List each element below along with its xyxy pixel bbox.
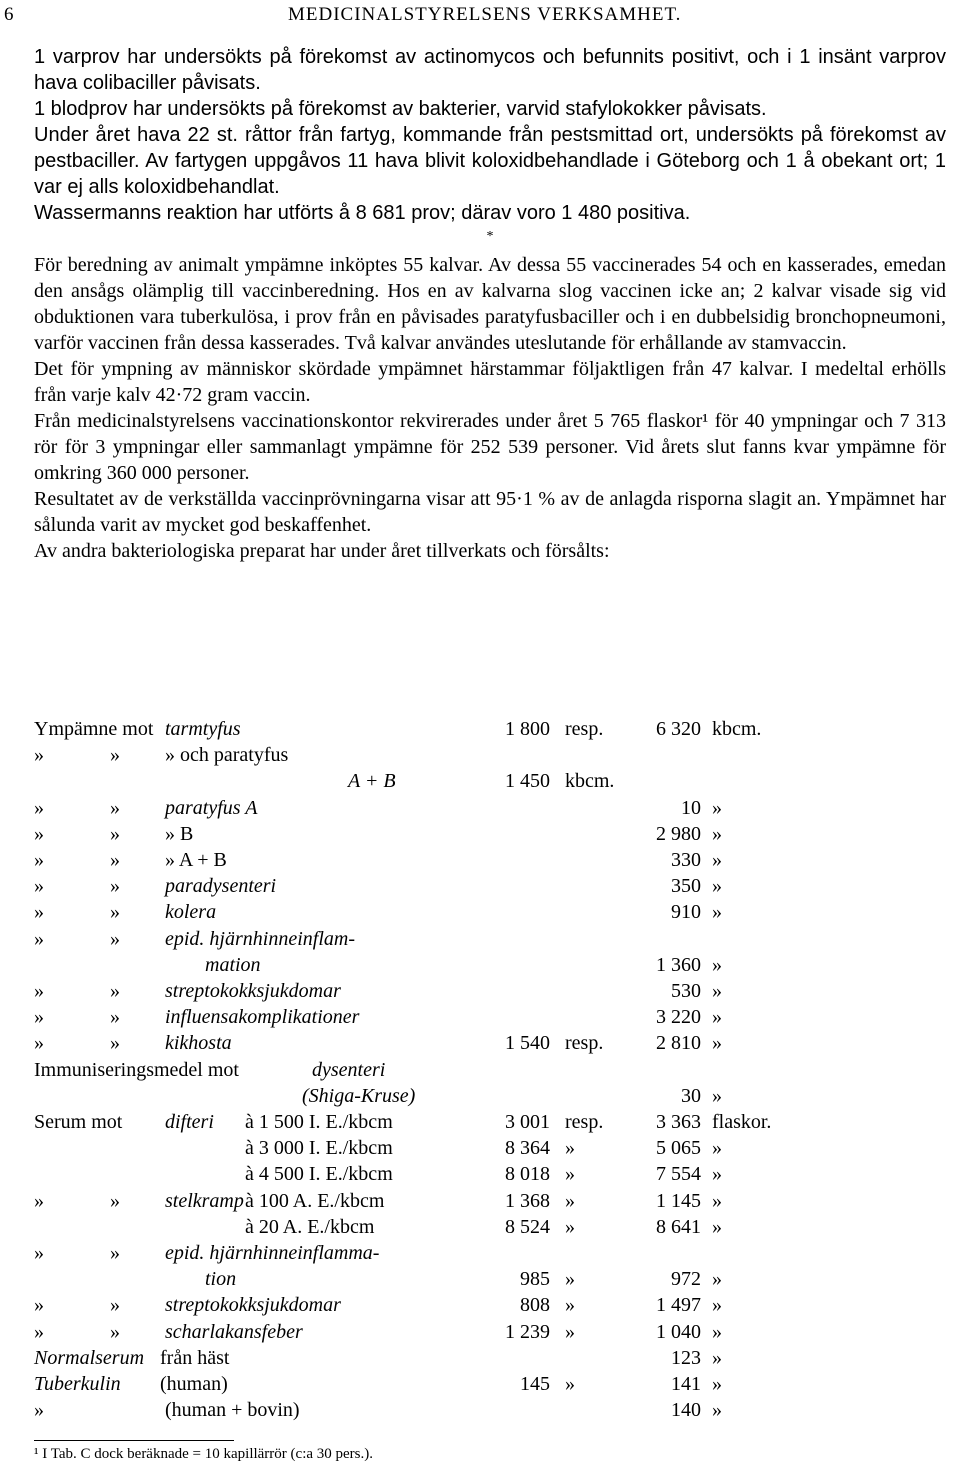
table-cell: 30 (681, 1084, 701, 1107)
table-cell: » (34, 901, 44, 924)
table-cell: 7 554 (656, 1163, 701, 1186)
footnote-rule (34, 1440, 234, 1441)
table-cell: » (712, 953, 722, 976)
table-cell: 910 (671, 901, 701, 924)
table-cell: 8 641 (656, 1215, 701, 1238)
table-cell: » (110, 1006, 120, 1029)
table-cell: » (712, 1346, 722, 1369)
separator-mark: * (486, 229, 494, 244)
table-cell: epid. hjärnhinneinflamma- (165, 1242, 380, 1264)
table-cell: » (565, 1189, 575, 1212)
table-cell: 1 145 (656, 1189, 701, 1212)
table-cell: 1 040 (656, 1320, 701, 1343)
table-cell: (human + bovin) (165, 1399, 300, 1422)
table-cell: resp. (565, 1111, 604, 1133)
table-cell: » (34, 927, 44, 950)
table-cell: 8 364 (505, 1137, 550, 1160)
table-row (0, 1321, 960, 1347)
table-cell: 141 (671, 1373, 701, 1395)
table-cell: 972 (671, 1268, 701, 1291)
table-cell: » (34, 1399, 44, 1422)
table-cell: från häst (160, 1346, 230, 1369)
table-cell: » (34, 1032, 44, 1055)
paragraph: 1 varprov har undersökts på förekomst av actinomycos och befunnits positivt, och i 1 insänt varprov hava colibaciller påvisats. (34, 46, 946, 94)
table-cell: » (110, 744, 120, 767)
table-row (0, 928, 960, 954)
table-cell: » (712, 901, 722, 924)
table-cell: » (712, 980, 722, 1002)
table-cell: A + B (348, 770, 396, 793)
table-cell: Normalserum (34, 1346, 145, 1369)
table-row (0, 1111, 960, 1137)
paragraph: Från medicinalstyrelsens vaccinationskontor rekvirerades under året 5 765 flaskor¹ för 40 ympningar och 7 313 rör för 3 ympningar eller sammanlagt ympämne för 252 539 personer. Vid årets slut fanns kvar ympämne för omkring 360 000 personer. (34, 410, 946, 484)
table-cell: 1 450 (505, 770, 550, 793)
table-cell: » (565, 1215, 575, 1238)
table-cell: » (34, 849, 44, 871)
table-cell: » (565, 1268, 575, 1291)
table-cell: » (34, 796, 44, 819)
table-cell: » A + B (165, 849, 227, 871)
table-cell: 1 239 (505, 1320, 550, 1343)
table-cell: » (110, 1320, 120, 1343)
table-cell: tion (205, 1268, 237, 1291)
table-cell: à 100 A. E./kbcm (245, 1189, 385, 1212)
table-cell: » (34, 980, 44, 1002)
table-row (0, 849, 960, 875)
table-cell: 8 524 (505, 1215, 550, 1238)
table-row (0, 1373, 960, 1399)
table-cell: » (34, 875, 44, 898)
table-cell: » (712, 1163, 722, 1186)
table-row (0, 875, 960, 901)
table-cell: 985 (520, 1268, 550, 1291)
table-cell: » (110, 875, 120, 898)
table-cell: mation (205, 953, 261, 976)
table-cell: 145 (520, 1373, 550, 1395)
table-cell: 3 001 (505, 1111, 550, 1133)
paragraph: Wassermanns reaktion har utförts å 8 681 prov; därav voro 1 480 positiva. (34, 202, 691, 224)
table-cell: scharlakansfeber (165, 1320, 303, 1343)
table-cell: » (110, 980, 120, 1002)
table-cell: » (712, 822, 722, 845)
paragraph: Av andra bakteriologiska preparat har under året tillverkats och försålts: (34, 540, 610, 562)
table-cell: stelkramp (165, 1189, 244, 1212)
table-cell: » (712, 1084, 722, 1107)
table-cell: » (712, 1215, 722, 1238)
table-cell: 1 540 (505, 1032, 550, 1055)
table-cell: tarmtyfus (165, 718, 241, 740)
table-cell: » (565, 1373, 575, 1395)
table-cell: » (712, 796, 722, 819)
table-cell: resp. (565, 718, 604, 740)
table-row (0, 1032, 960, 1058)
table-cell: 1 368 (505, 1189, 550, 1212)
table-cell: 123 (671, 1346, 701, 1369)
table-cell: » (110, 1294, 120, 1317)
table-cell: kbcm. (565, 770, 615, 793)
table-cell: 350 (671, 875, 701, 898)
table-cell: kbcm. (712, 718, 762, 740)
table-cell: » (712, 1294, 722, 1317)
table-cell: kolera (165, 901, 217, 924)
table-cell: » (565, 1320, 575, 1343)
table-row (0, 1163, 960, 1189)
table-cell: Ympämne mot (34, 718, 154, 740)
footnote: ¹ I Tab. C dock beräknade = 10 kapillärrör (c:a 30 pers.). (34, 1446, 374, 1462)
paragraph: Det för ympning av människor skördade ympämnet härstammar följaktligen från 47 kalvar. I medeltal erhölls från varje kalv 42·72 gram vaccin. (34, 358, 946, 406)
table-row (0, 1216, 960, 1242)
paragraph: 1 blodprov har undersökts på förekomst av bakterier, varvid stafylokokker påvisats. (34, 98, 767, 120)
table-row (0, 1268, 960, 1294)
table-cell: 3 363 (656, 1111, 701, 1133)
table-cell: » (565, 1137, 575, 1160)
table-cell: à 3 000 I. E./kbcm (245, 1137, 393, 1160)
table-cell: 2 980 (656, 822, 701, 845)
table-row (0, 770, 960, 796)
table-cell: » (712, 849, 722, 871)
table-row (0, 1137, 960, 1163)
table-cell: 1 497 (656, 1294, 701, 1317)
table-row (0, 823, 960, 849)
table-cell: 8 018 (505, 1163, 550, 1186)
table-cell: » (110, 796, 120, 819)
table-cell: » (34, 1006, 44, 1029)
table-cell: dysenteri (312, 1058, 386, 1081)
table-cell: » (712, 1268, 722, 1291)
table-cell: difteri (165, 1111, 214, 1133)
table-cell: Immuniseringsmedel mot (34, 1058, 239, 1081)
table-cell: à 4 500 I. E./kbcm (245, 1163, 393, 1186)
table-row (0, 1294, 960, 1320)
table-cell: » (712, 1373, 722, 1395)
table-row (0, 1242, 960, 1268)
table-cell: à 20 A. E./kbcm (245, 1215, 375, 1238)
table-row (0, 1006, 960, 1032)
table-cell: » (565, 1294, 575, 1317)
table-cell: » (110, 901, 120, 924)
page-header (0, 2, 960, 32)
table-cell: » (712, 1399, 722, 1422)
table-row (0, 797, 960, 823)
table-cell: » (34, 744, 44, 767)
paragraph: Under året hava 22 st. råttor från fartyg, kommande från pestsmittad ort, undersökts på förekomst av pestbaciller. Av fartygen uppgåvos 11 hava blivit koloxidbehandlade i Göteborg och 1 å obekant ort; 1 var ej alls koloxidbehandlat. (34, 124, 946, 198)
page-title: MEDICINALSTYRELSENS VERKSAMHET. (288, 4, 682, 25)
table-cell: » (712, 875, 722, 898)
table-cell: » (34, 1320, 44, 1343)
table-cell: 1 360 (656, 953, 701, 976)
table-cell: (Shiga-Kruse) (302, 1084, 416, 1107)
paragraph: Resultatet av de verkställda vaccinprövningarna visar att 95·1 % av de anlagda risporna slagit an. Ympämnet har sålunda varit av mycket god beskaffenhet. (34, 488, 946, 536)
table-cell: » (712, 1137, 722, 1160)
table-cell: epid. hjärnhinneinflam- (165, 927, 355, 950)
table-row (0, 1085, 960, 1111)
table-cell: 6 320 (656, 718, 701, 740)
table-cell: (human) (160, 1373, 228, 1395)
table-cell: Serum mot (34, 1111, 123, 1133)
table-cell: influensakomplikationer (165, 1006, 360, 1029)
table-cell: 3 220 (656, 1006, 701, 1029)
table-cell: » (34, 1294, 44, 1317)
table-cell: » (110, 1189, 120, 1212)
table-cell: à 1 500 I. E./kbcm (245, 1111, 393, 1133)
table-cell: 10 (681, 796, 701, 819)
table-cell: » (110, 1242, 120, 1264)
table-cell: 330 (671, 849, 701, 871)
table-cell: » (712, 1320, 722, 1343)
table-cell: 2 810 (656, 1032, 701, 1055)
body-text (0, 44, 960, 564)
table-cell: » och paratyfus (165, 744, 289, 767)
table-row (0, 1399, 960, 1425)
table-cell: » (110, 927, 120, 950)
table-cell: 140 (671, 1399, 701, 1422)
table-cell: resp. (565, 1032, 604, 1055)
table-row (0, 901, 960, 927)
table-row (0, 954, 960, 980)
table-cell: streptokokksjukdomar (165, 1294, 341, 1317)
table-cell: » (712, 1006, 722, 1029)
table-cell: 1 800 (505, 718, 550, 740)
table-row (0, 1347, 960, 1373)
table-cell: » (110, 822, 120, 845)
table-cell: » B (165, 822, 194, 845)
paragraph: För beredning av animalt ympämne inköptes 55 kalvar. Av dessa 55 vaccinerades 54 och en kasserades, emedan den ansågs olämplig till vaccinberedning. Hos en av kalvarna slog vaccinen icke an; 2 kalvar visade sig vid obduktionen vara tuberkulösa, i prov från en påvisades paratyfusbaciller och i en dubbelsidig bronchopneumoni, varför vaccinen från dessa kasserades. Två kalvar användes uteslutande för erhållande av stamvaccin. (34, 254, 946, 354)
table-row (0, 744, 960, 770)
table-row (0, 980, 960, 1006)
table-cell: kikhosta (165, 1032, 232, 1055)
table-cell: » (712, 1032, 722, 1055)
table-cell: » (565, 1163, 575, 1186)
table-row (0, 1059, 960, 1085)
page-number: 6 (4, 4, 14, 25)
table-cell: 808 (520, 1294, 550, 1317)
table-cell: paratyfus A (165, 796, 258, 819)
table-cell: » (110, 1032, 120, 1055)
table-cell: Tuberkulin (34, 1373, 121, 1395)
table-cell: » (712, 1189, 722, 1212)
table-cell: 530 (671, 980, 701, 1002)
table-cell: » (110, 849, 120, 871)
table-cell: paradysenteri (165, 875, 277, 898)
table-cell: streptokokksjukdomar (165, 980, 341, 1002)
table-cell: » (34, 1242, 44, 1264)
table-cell: 5 065 (656, 1137, 701, 1160)
table-cell: » (34, 822, 44, 845)
table-row (0, 1190, 960, 1216)
table-cell: flaskor. (712, 1111, 772, 1133)
table-row (0, 718, 960, 744)
table-cell: » (34, 1189, 44, 1212)
